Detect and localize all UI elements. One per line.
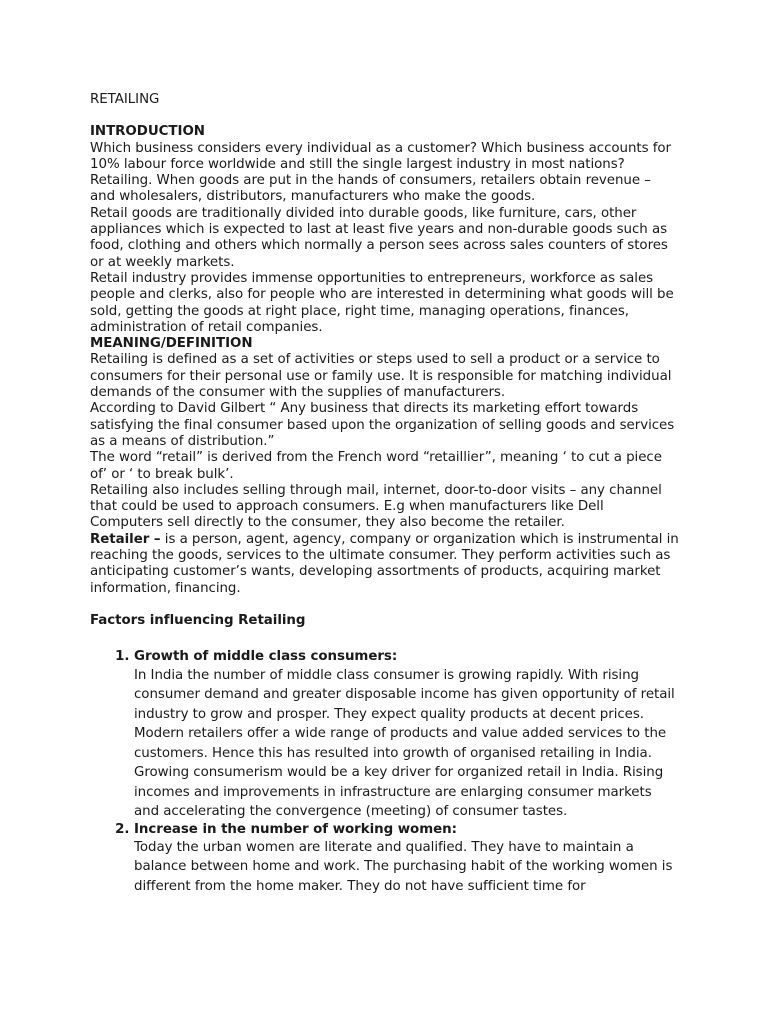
factor-item — [134, 822, 680, 897]
retailer-term: Retailer – — [90, 531, 161, 547]
meaning-paragraph: According to David Gilbert “ Any business that directs its marketing effort towards satisfying the final consumer based upon the organization of selling goods and services as a means of distribution.” — [90, 401, 675, 449]
meaning-paragraph: The word “retail” is derived from the French word “retaillier”, meaning ‘ to cut a piece of’ or ‘ to break bulk’. — [90, 450, 662, 482]
meaning-heading: MEANING/DEFINITION — [90, 336, 253, 352]
introduction-heading: INTRODUCTION — [90, 124, 205, 140]
intro-paragraph: Retail industry provides immense opportunities to entrepreneurs, workforce as sales people and clerks, also for people who are interested in determining what goods will be sold, getting the goods at right place, right time, managing operations, finances, administration of retail companies. — [90, 270, 674, 335]
retailer-definition-paragraph — [90, 532, 680, 597]
factor-paragraph: Today the urban women are literate and qualified. They have to maintain a balance between home and work. The purchasing habit of the working women is different from the home maker. They do not have sufficient time for — [134, 839, 673, 894]
retailer-definition-text: is a person, agent, agency, company or organization which is instrumental in reaching the goods, services to the ultimate consumer. They perform activities such as anticipating customer’s wants, developing assortments of products, acquiring market information, financing. — [90, 531, 679, 596]
document-title: RETAILING — [90, 92, 160, 107]
intro-paragraph: Retail goods are traditionally divided into durable goods, like furniture, cars, other appliances which is expected to last at least five years and non-durable goods such as food, clothing and others which normally a person sees across sales counters of stores or at weekly markets. — [90, 205, 668, 270]
factor-item — [134, 649, 680, 821]
factors-heading: Factors influencing Retailing — [90, 612, 306, 628]
meaning-paragraph: Retailing also includes selling through mail, internet, door-to-door visits – any channel that could be used to approach consumers. E.g when manufacturers like Dell Computers sell directly to the consumer, they also become the retailer. — [90, 482, 662, 531]
factor-heading: 1. Growth of middle class consumers: — [134, 649, 398, 665]
meaning-paragraph: Retailing is defined as a set of activities or steps used to sell a product or a service to consumers for their personal use or family use. It is responsible for matching individual demands of the consumer with the supplies of manufacturers. — [90, 352, 672, 401]
factors-list — [90, 649, 680, 896]
intro-paragraph: Which business considers every individual as a customer? Which business accounts for 10% labour force worldwide and still the single largest industry in most nations? Retailing. When goods are put in the hands of consumers, retailers obtain revenue – and wholesalers, distributors, manufacturers who make the goods. — [90, 140, 672, 205]
factor-paragraph: In India the number of middle class consumer is growing rapidly. With rising consumer demand and greater disposable income has given opportunity of retail industry to grow and prosper. They expect quality products at decent prices. Modern retailers offer a wide range of products and value added services to the customers. Hence this has resulted into growth of organised retailing in India. — [134, 667, 675, 761]
document-body — [90, 92, 680, 896]
factor-paragraph: Growing consumerism would be a key driver for organized retail in India. Rising incomes and improvements in infrastructure are enlarging consumer markets and accelerating the convergence (meeting) of consumer tastes. — [134, 765, 664, 819]
factor-heading: 2. Increase in the number of working women: — [134, 821, 457, 837]
